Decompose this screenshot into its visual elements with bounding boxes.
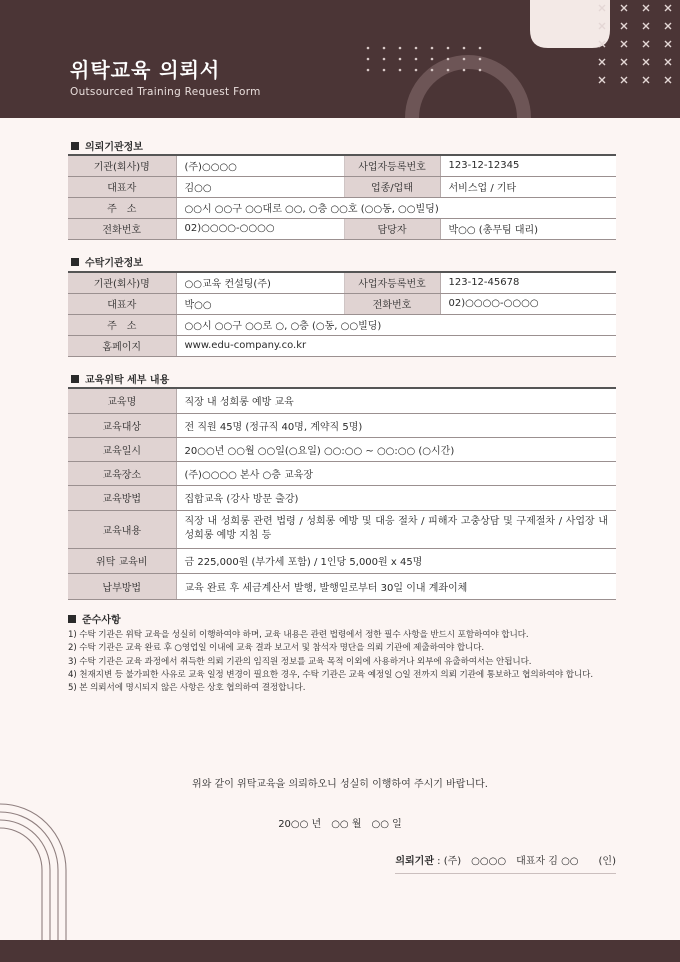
rules-list [68, 629, 616, 696]
table-row [68, 413, 616, 437]
signature-value: : (주) ○○○○ 대표자 김 ○○ (인) [437, 856, 616, 867]
square-bullet-icon [71, 258, 79, 266]
details-method-value: 집합교육 (강사 방문 출강) [176, 485, 616, 510]
table-row [68, 272, 616, 293]
table-row [68, 510, 616, 548]
table-row [68, 388, 616, 413]
field-label: 사업자등록번호 [344, 272, 440, 293]
field-label: 홈페이지 [68, 335, 176, 356]
field-label: 교육명 [68, 388, 176, 413]
table-row [68, 461, 616, 485]
closing-request: 위와 같이 위탁교육을 의뢰하오니 성실히 이행하여 주시기 바랍니다. [192, 779, 488, 790]
field-label: 교육장소 [68, 461, 176, 485]
table-row [68, 548, 616, 573]
table-row [68, 218, 616, 239]
section-title-requester [71, 138, 143, 153]
section-title-text: 준수사항 [82, 615, 121, 626]
details-name-value: 직장 내 성희롱 예방 교육 [176, 388, 616, 413]
provider-table [68, 271, 616, 357]
provider-ceo-value: 박○○ [176, 293, 344, 314]
details-content-value: 직장 내 성희롱 관련 법령 / 성희롱 예방 및 대응 절차 / 피해자 고충상담 및 구제절차 / 사업장 내 성희롱 예방 지침 등 [176, 510, 616, 548]
deco-arcs [0, 780, 70, 940]
table-row [68, 155, 616, 176]
requester-manager-value: 박○○ (총무팀 대리) [440, 218, 616, 239]
details-target-value: 전 직원 45명 (정규직 40명, 계약직 5명) [176, 413, 616, 437]
square-bullet-icon [71, 142, 79, 150]
list-item: 4) 천재지변 등 불가피한 사유로 교육 일정 변경이 필요한 경우, 수탁 기관은 교육 예정일 ○일 전까지 의뢰 기관에 통보하고 협의하여야 합니다. [68, 669, 594, 680]
signature-line [395, 852, 616, 874]
field-label: 위탁 교육비 [68, 548, 176, 573]
details-date-value: 20○○년 ○○월 ○○일(○요일) ○○:○○ ~ ○○:○○ (○시간) [176, 437, 616, 461]
list-item: 1) 수탁 기관은 위탁 교육을 성실히 이행하여야 하며, 교육 내용은 관련 법령에서 정한 필수 사항을 반드시 포함하여야 합니다. [68, 630, 529, 640]
page-subtitle: Outsourced Training Request Form [70, 86, 261, 98]
table-row [68, 485, 616, 510]
table-row [68, 573, 616, 599]
section-title-text: 교육위탁 세부 내용 [85, 375, 170, 386]
table-row [68, 437, 616, 461]
footer-bar [0, 940, 680, 962]
section-title-rules [68, 611, 121, 626]
field-label: 기관(회사)명 [68, 155, 176, 176]
requester-biz-value: 서비스업 / 기타 [440, 176, 616, 197]
field-label: 업종/업태 [344, 176, 440, 197]
signature-label: 의뢰기관 [395, 856, 434, 867]
provider-addr-value: ○○시 ○○구 ○○로 ○, ○층 (○동, ○○빌딩) [176, 314, 616, 335]
list-item: 3) 수탁 기관은 교육 과정에서 취득한 의뢰 기관의 임직원 정보를 교육 목적 이외에 사용하거나 외부에 유출하여서는 안됩니다. [68, 656, 532, 667]
header-banner [0, 0, 680, 118]
list-item: 2) 수탁 기관은 교육 완료 후 ○영업일 이내에 교육 결과 보고서 및 참석자 명단을 의뢰 기관에 제출하여야 합니다. [68, 643, 485, 654]
field-label: 납부방법 [68, 573, 176, 599]
requester-addr-value: ○○시 ○○구 ○○대로 ○○, ○층 ○○호 (○○동, ○○빌딩) [176, 197, 616, 218]
section-title-text: 수탁기관정보 [85, 258, 143, 269]
details-table [68, 387, 616, 600]
field-label: 사업자등록번호 [344, 155, 440, 176]
details-payment-value: 교육 완료 후 세금계산서 발행, 발행일로부터 30일 이내 계좌이체 [176, 573, 616, 599]
field-label: 담당자 [344, 218, 440, 239]
field-label: 전화번호 [68, 218, 176, 239]
requester-reg-value: 123-12-12345 [440, 155, 616, 176]
table-row [68, 314, 616, 335]
field-label: 전화번호 [344, 293, 440, 314]
field-label: 기관(회사)명 [68, 272, 176, 293]
section-title-text: 의뢰기관정보 [85, 142, 143, 153]
deco-pill [530, 0, 610, 48]
table-row [68, 176, 616, 197]
requester-tel-value: 02)○○○○-○○○○ [176, 218, 344, 239]
requester-org-value: (주)○○○○ [176, 155, 344, 176]
field-label: 대표자 [68, 176, 176, 197]
square-bullet-icon [71, 375, 79, 383]
field-label: 교육방법 [68, 485, 176, 510]
provider-reg-value: 123-12-45678 [440, 272, 616, 293]
requester-ceo-value: 김○○ [176, 176, 344, 197]
list-item: 5) 본 의뢰서에 명시되지 않은 사항은 상호 협의하여 결정합니다. [68, 683, 306, 694]
provider-org-value: ○○교육 컨설팅(주) [176, 272, 344, 293]
closing-date: 20○○ 년 ○○ 월 ○○ 일 [278, 819, 402, 830]
field-label: 교육내용 [68, 510, 176, 548]
requester-table [68, 154, 616, 240]
section-title-provider [71, 254, 143, 269]
section-title-details [71, 371, 169, 386]
field-label: 교육일시 [68, 437, 176, 461]
provider-tel-value: 02)○○○○-○○○○ [440, 293, 616, 314]
deco-ring [412, 62, 524, 118]
field-label: 주 소 [68, 314, 176, 335]
field-label: 대표자 [68, 293, 176, 314]
field-label: 주 소 [68, 197, 176, 218]
details-fee-value: 금 225,000원 (부가세 포함) / 1인당 5,000원 x 45명 [176, 548, 616, 573]
table-row [68, 293, 616, 314]
details-place-value: (주)○○○○ 본사 ○층 교육장 [176, 461, 616, 485]
square-bullet-icon [68, 615, 76, 623]
provider-web-value: www.edu-company.co.kr [176, 335, 616, 356]
page-title: 위탁교육 의뢰서 [70, 58, 221, 82]
table-row [68, 335, 616, 356]
field-label: 교육대상 [68, 413, 176, 437]
table-row [68, 197, 616, 218]
